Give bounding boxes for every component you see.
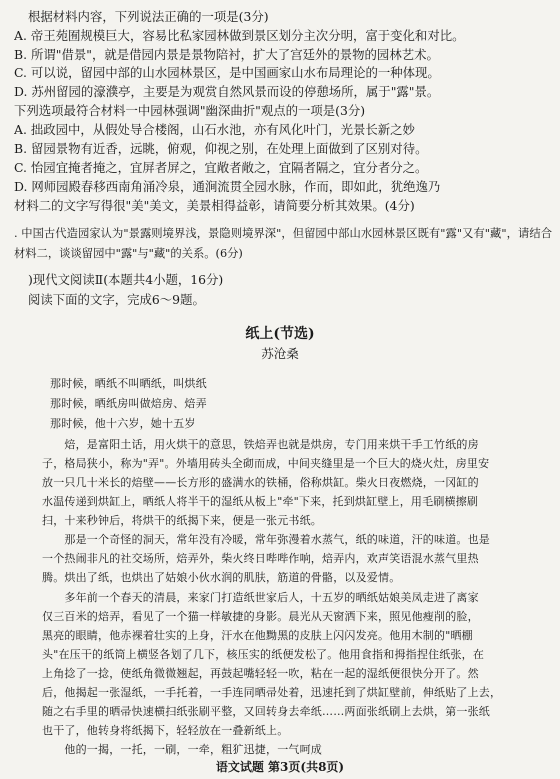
passage-line: 后，他揭起一张湿纸，一手托着，一手连同晒帚处着，迅速托到了烘缸壁前，伸纸贴了上去， — [42, 686, 502, 699]
question-5-continuation: 材料二的文字写得很"美"美文，美景相得益彰，请简要分析其效果。(4分) — [14, 198, 415, 213]
question-4-option-a: A. 拙政园中，从假处导合楼阁，山石水池，亦有风化叶门，光景长新之妙 — [14, 122, 415, 137]
question-3-option-a: A. 帝王苑囿规模巨大，容易比私家园林做到景区划分主次分明，富于变化和对比。 — [14, 28, 465, 43]
passage-line: 那时候，晒纸不叫晒纸，叫烘纸 — [50, 377, 207, 390]
passage-line: 扫，十来秒钟后，将烘干的纸揭下来，便是一张元书纸。 — [42, 514, 322, 527]
question-3-option-c: C. 可以说，留园中部的山水园林景区，是中国画家山水布局理论的一种体现。 — [14, 65, 440, 80]
passage-line: 黑亮的眼睛，他赤裸着壮实的上身，汗水在他黝黑的皮肤上闪闪发亮。他用木制的"晒棚 — [42, 629, 473, 642]
passage-line: 那时候，他十六岁，她十五岁 — [50, 417, 196, 430]
passage-line: 仅三百米的焙弄，看见了一个猫一样敏捷的身影。晨光从天窗洒下来，照见他瘦削的脸， — [42, 610, 479, 623]
passage-line: 随之右手里的晒帚快速横扫纸张刷平整，又回转身去牵纸……两面张纸刷上去烘，第一张纸 — [42, 705, 490, 718]
section-instruction: 阅读下面的文字，完成6～9题。 — [28, 292, 205, 307]
passage-line: 上角捻了一捻，使纸角微微翘起，再鼓起嘴轻轻一吹，粘在一起的湿纸便很快分开了。然 — [42, 667, 479, 680]
passage-line: 焙，是富阳土话，用火烘干的意思，铁焙弄也就是烘房，专门用来烘干手工竹纸的房 — [42, 438, 479, 451]
passage-title: 纸上(节选) — [245, 326, 315, 342]
page-footer: 语文试题 第3页(共8页) — [215, 760, 345, 774]
question-4-option-c: C. 怡园宜掩者掩之，宜屏者屏之，宜敞者敞之，宜隔者隔之，宜分者分之。 — [14, 160, 428, 175]
passage-line: 那是一个奇怪的洞天，常年没有冷暖，常年弥漫着水蒸气，纸的味道，汗的味道。也是 — [42, 533, 490, 546]
passage-line: 那时候，晒纸房叫做焙房、焙弄 — [50, 397, 207, 410]
question-4-option-d: D. 网师园殿春移西南角涌冷泉，通涧流贯全园水脉，作而，即如此，犹绝逸乃 — [14, 179, 441, 194]
passage-line: 腾。烘出了纸，也烘出了姑娘小伙水润的肌肤，筋道的骨骼，以及爱情。 — [42, 571, 401, 584]
question-4-option-b: B. 留园景物有近香，远眺，俯观，仰视之别，在处理上面做到了区别对待。 — [14, 141, 428, 156]
passage-line: 一个热闹非凡的社交场所，焙弄外，柴火终日哔哔作响，焙弄内，欢声笑语混水蒸气里热 — [42, 552, 479, 565]
question-3-option-d: D. 苏州留园的濠濮亭，主要是为观赏自然风景而设的停憩场所，属于"露"景。 — [14, 84, 440, 99]
question-3-stem: 根据材料内容，下列说法正确的一项是(3分) — [28, 9, 269, 24]
passage-line: 水温传递到烘缸上，晒纸人将半干的湿纸从板上"牵"下来，托到烘缸壁上，用毛刷横擦刷 — [42, 495, 479, 508]
question-4-stem: 下列选项最符合材料一中园林强调"幽深曲折"观点的一项是(3分) — [14, 103, 366, 118]
passage-line: 头"在压干的纸筒上横竖各划了几下，核压实的纸便发松了。他用食指和拇指捏住纸张，在 — [42, 648, 485, 661]
passage-author: 苏沧桑 — [261, 346, 299, 361]
passage-line: 也干了，他转身将纸揭下，轻轻放在一叠新纸上。 — [42, 724, 289, 737]
question-5: . 中国古代造园家认为"景露则境界浅，景隐则境界深"，但留园中部山水园林景区既有"露"又有"藏"，请结合材料二，谈谈留园中"露"与"藏"的关系。(6分) — [14, 227, 552, 261]
passage-line: 多年前一个春天的清晨，来家门打造纸世家后人，十五岁的晒纸姑娘美凤走进了离家 — [42, 591, 479, 604]
question-3-option-b: B. 所谓"借景"，就是借园内景是景物陪衬，扩大了宫廷外的景物的园林艺术。 — [14, 47, 439, 62]
section-heading: )现代文阅读Ⅱ(本题共4小题，16分) — [28, 272, 224, 287]
passage-line: 放一只几十米长的焙壁——长方形的盛满水的铁桶，俗称烘缸。柴火日夜燃烧，一冈缸的 — [42, 476, 479, 489]
passage-line: 他的一揭，一托，一刷，一牵，粗犷迅捷，一气呵成 — [42, 743, 322, 756]
passage-line: 子，格局狭小，称为"弄"。外墙用砖头全砌而成，中间夹缝里是一个巨大的烧火灶，房里安 — [42, 457, 490, 470]
